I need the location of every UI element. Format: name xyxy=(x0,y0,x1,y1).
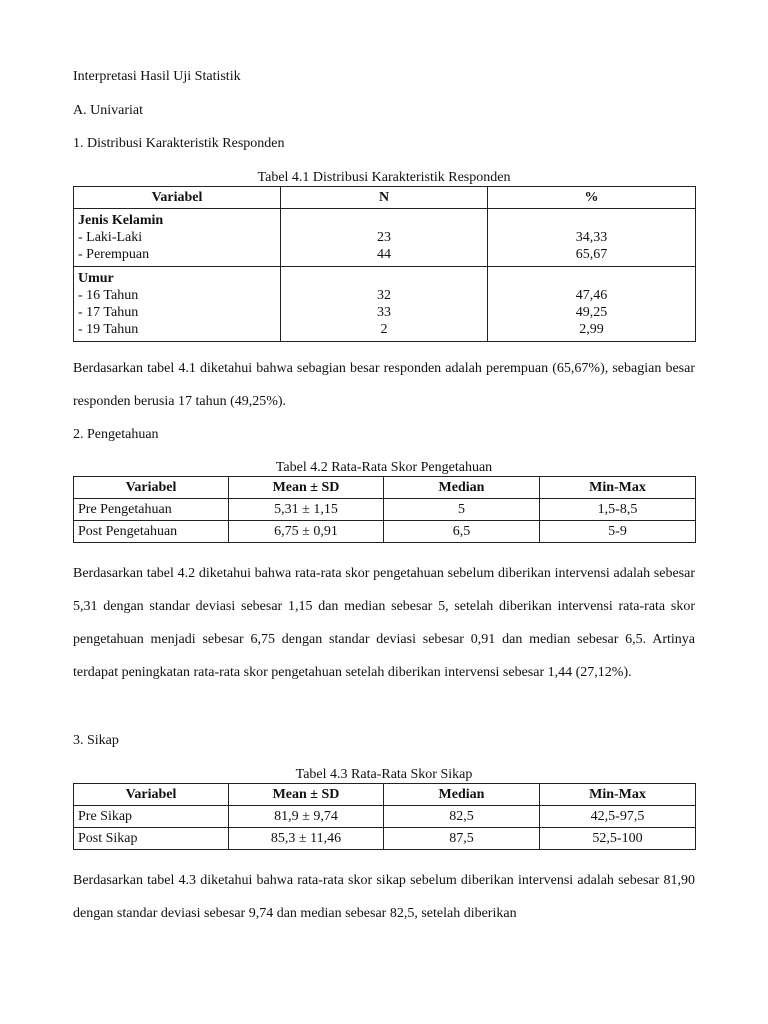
row-pct: 2,99 xyxy=(579,322,604,337)
group-pct-cell xyxy=(488,267,696,342)
cell-mean: 81,9 ± 9,74 xyxy=(229,806,384,828)
row-label: - 17 Tahun xyxy=(78,305,139,320)
cell-median: 87,5 xyxy=(384,828,540,850)
cell-variabel: Post Sikap xyxy=(74,828,229,850)
table-row xyxy=(74,806,696,828)
table3-header-mean: Mean ± SD xyxy=(229,784,384,806)
table-distribusi xyxy=(73,186,696,342)
cell-mean: 6,75 ± 0,91 xyxy=(229,521,384,543)
cell-variabel: Pre Pengetahuan xyxy=(74,499,229,521)
paragraph-table1: Berdasarkan tabel 4.1 diketahui bahwa sebagian besar responden adalah perempuan (65,67%), sebagian besar responden berusia 17 tahun (49,25%). xyxy=(73,361,695,409)
table-row xyxy=(74,499,696,521)
cell-variabel: Pre Sikap xyxy=(74,806,229,828)
table2-header-minmax: Min-Max xyxy=(540,477,696,499)
cell-minmax: 42,5-97,5 xyxy=(540,806,696,828)
table2-header-mean: Mean ± SD xyxy=(229,477,384,499)
section-univariat: A. Univariat xyxy=(73,103,143,118)
group-title: Umur xyxy=(78,271,114,286)
row-n: 32 xyxy=(377,288,391,303)
cell-median: 5 xyxy=(384,499,540,521)
group-n-cell xyxy=(281,267,488,342)
table1-caption: Tabel 4.1 Distribusi Karakteristik Responden xyxy=(257,170,511,185)
subsection-pengetahuan: 2. Pengetahuan xyxy=(73,427,159,442)
cell-median: 82,5 xyxy=(384,806,540,828)
row-label: - Laki-Laki xyxy=(78,230,143,245)
table2-header-median: Median xyxy=(384,477,540,499)
table2-header-variabel: Variabel xyxy=(74,477,229,499)
row-pct: 34,33 xyxy=(575,230,608,245)
table2-caption: Tabel 4.2 Rata-Rata Skor Pengetahuan xyxy=(275,460,493,475)
subsection-sikap: 3. Sikap xyxy=(73,733,119,748)
table-row xyxy=(74,521,696,543)
page-heading: Interpretasi Hasil Uji Statistik xyxy=(73,69,241,84)
table1-header-pct: % xyxy=(488,187,696,209)
group-cell xyxy=(74,209,281,267)
table-row xyxy=(74,828,696,850)
group-title: Jenis Kelamin xyxy=(78,213,164,228)
table-row xyxy=(74,267,696,342)
table3-header-minmax: Min-Max xyxy=(540,784,696,806)
row-n: 23 xyxy=(377,230,391,245)
cell-median: 6,5 xyxy=(384,521,540,543)
row-pct: 65,67 xyxy=(575,247,608,262)
cell-mean: 5,31 ± 1,15 xyxy=(229,499,384,521)
subsection-distribusi: 1. Distribusi Karakteristik Responden xyxy=(73,136,285,151)
table1-header-variabel: Variabel xyxy=(74,187,281,209)
table3-caption: Tabel 4.3 Rata-Rata Skor Sikap xyxy=(295,767,473,782)
cell-minmax: 52,5-100 xyxy=(540,828,696,850)
row-n: 33 xyxy=(377,305,391,320)
cell-mean: 85,3 ± 11,46 xyxy=(229,828,384,850)
group-pct-cell xyxy=(488,209,696,267)
cell-minmax: 5-9 xyxy=(540,521,696,543)
cell-variabel: Post Pengetahuan xyxy=(74,521,229,543)
table3-header-median: Median xyxy=(384,784,540,806)
row-n: 2 xyxy=(380,322,388,337)
row-label: - 16 Tahun xyxy=(78,288,139,303)
row-n: 44 xyxy=(377,247,391,262)
row-pct: 47,46 xyxy=(575,288,608,303)
table-row xyxy=(74,209,696,267)
row-label: - Perempuan xyxy=(78,247,150,262)
row-label: - 19 Tahun xyxy=(78,322,139,337)
paragraph-table3: Berdasarkan tabel 4.3 diketahui bahwa rata-rata skor sikap sebelum diberikan intervensi adalah sebesar 81,90 dengan standar deviasi sebesar 9,74 dan median sebesar 82,5, setelah diberikan xyxy=(73,873,695,921)
table-pengetahuan xyxy=(73,476,696,543)
group-cell xyxy=(74,267,281,342)
table-sikap xyxy=(73,783,696,850)
table3-header-variabel: Variabel xyxy=(74,784,229,806)
group-n-cell xyxy=(281,209,488,267)
paragraph-table2: Berdasarkan tabel 4.2 diketahui bahwa rata-rata skor pengetahuan sebelum diberikan intervensi adalah sebesar 5,31 dengan standar deviasi sebesar 1,15 dan median sebesar 5, setelah diberikan intervensi rata-rata skor pengetahuan menjadi sebesar 6,75 dengan standar deviasi sebesar 0,91 dan median sebesar 6,5. Artinya terdapat peningkatan rata-rata skor pengetahuan setelah diberikan intervensi sebesar 1,44 (27,12%). xyxy=(73,566,695,680)
cell-minmax: 1,5-8,5 xyxy=(540,499,696,521)
table1-header-n: N xyxy=(281,187,488,209)
row-pct: 49,25 xyxy=(575,305,608,320)
